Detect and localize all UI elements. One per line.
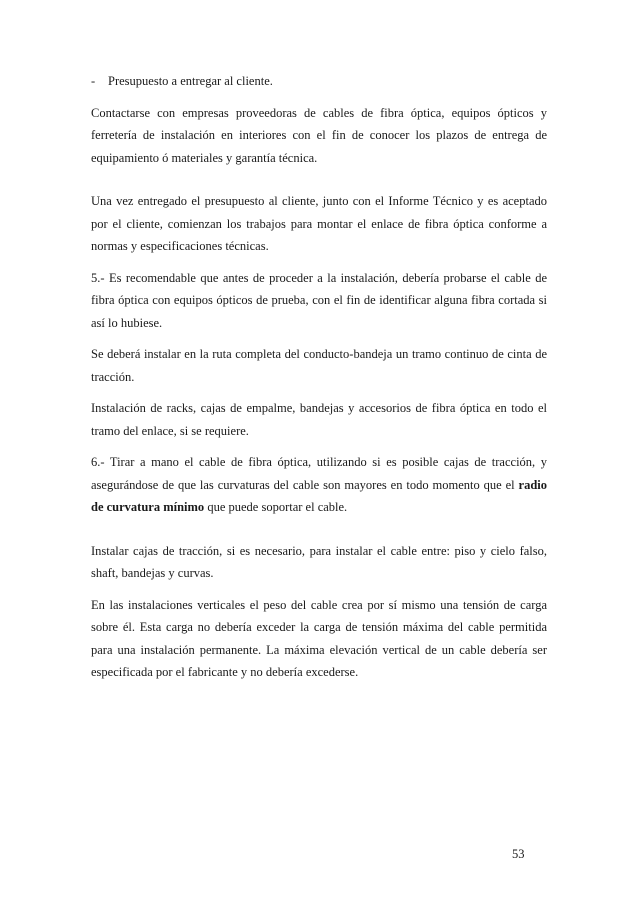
paragraph-budget-accepted: Una vez entregado el presupuesto al cliente, junto con el Informe Técnico y es aceptado por el cliente, comienzan los trabajos para montar el enlace de fibra óptica conforme a normas y especificaciones técnicas.: [91, 194, 547, 253]
bullet-text: Presupuesto a entregar al cliente.: [108, 74, 273, 88]
step-6-text: 6.- Tirar a mano el cable de fibra óptica, utilizando si es posible cajas de tracción, y asegurándose de que las curvaturas del cable son mayores en todo momento que el: [91, 455, 547, 492]
page-number: 53: [512, 847, 525, 861]
paragraph-traction-tape: Se deberá instalar en la ruta completa del conducto-bandeja un tramo continuo de cinta de tracción.: [91, 347, 547, 384]
bullet-item: [91, 70, 547, 93]
bending-radius-term: radio de curvatura mínimo: [91, 477, 547, 514]
page-body: [91, 70, 547, 684]
step-6-text-end: que puede soportar el cable.: [204, 500, 348, 514]
paragraph-step-6: [91, 451, 547, 519]
paragraph-racks: Instalación de racks, cajas de empalme, bandejas y accesorios de fibra óptica en todo el tramo del enlace, si se requiere.: [91, 401, 547, 438]
paragraph-vertical-installations: En las instalaciones verticales el peso del cable crea por sí mismo una tensión de carga sobre él. Esta carga no debería exceder la carga de tensión máxima del cable permitida para una instalación permanente. La máxima elevación vertical de un cable debería ser especificada por el fabricante y no debería excederse.: [91, 597, 547, 679]
bullet-dash: -: [91, 74, 96, 88]
paragraph-suppliers: Contactarse con empresas proveedoras de cables de fibra óptica, equipos ópticos y ferretería de instalación en interiores con el fin de conocer los plazos de entrega de equipamiento ó materiales y garantía técnica.: [91, 105, 547, 165]
paragraph-step-5: 5.- Es recomendable que antes de proceder a la instalación, debería probarse el cable de fibra óptica con equipos ópticos de prueba, con el fin de identificar alguna fibra cortada si así lo hubiese.: [91, 270, 547, 330]
paragraph-pull-boxes: Instalar cajas de tracción, si es necesario, para instalar el cable entre: piso y cielo falso, shaft, bandejas y curvas.: [91, 543, 547, 580]
